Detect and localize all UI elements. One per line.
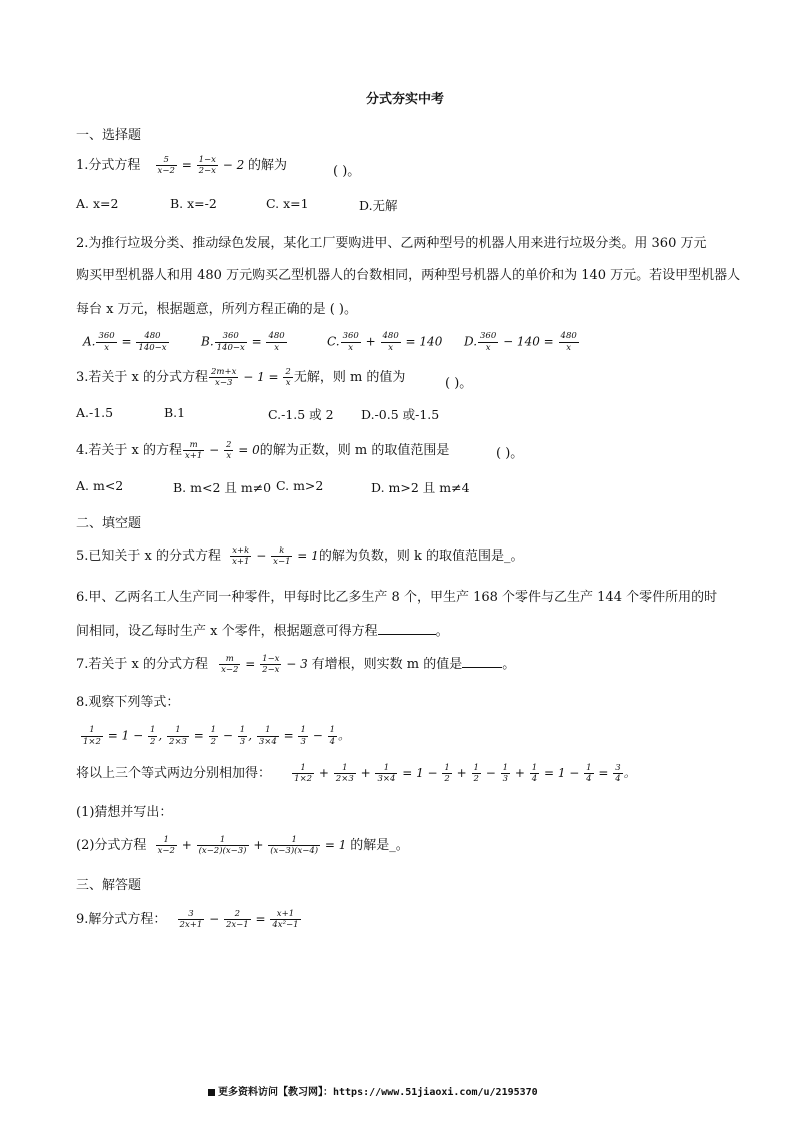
question-5 [76,545,523,567]
q5-suffix: 的解为负数，则 k 的取值范围是_。 [318,549,524,564]
q4-equation: $\frac{m}{x+1}$ − $\frac{2}{x}$ = 0 [185,439,260,461]
q8-intro: 8.观察下列等式： [76,695,180,710]
q3-suffix: 无解，则 m 的值为 [293,370,406,385]
q8-sum-line [76,762,636,784]
q2-line-1: 2.为推行垃圾分类、推动绿色发展，某化工厂要购进甲、乙两种型号的机器人用来进行垃圾分类。用 360 万元 [76,236,707,251]
q9-prefix: 9.解分式方程： [76,912,167,927]
q1-option-c: C. x=1 [266,196,309,211]
flag-icon [208,1089,215,1096]
q4-option-d: D. m>2 且 m≠4 [371,480,470,495]
q4-option-c: C. m>2 [276,478,324,493]
question-1 [76,154,287,176]
q3-prefix: 3.若关于 x 的分式方程 [76,370,208,385]
q7-answer-blank[interactable] [462,666,502,668]
question-9 [76,908,302,930]
q2-option-a: A. $\frac{360}{x}$ = $\frac{480}{140-x}$ [83,331,167,353]
q1-suffix: 的解为 [248,158,288,173]
q1-option-a: A. x=2 [76,196,119,211]
q8-part2-suffix: 的解是_。 [350,838,409,853]
q5-prefix: 5.已知关于 x 的分式方程 [76,549,221,564]
q1-equation: $\frac{5}{x-2}$ = $\frac{1-x}{2-x}$ − 2 [157,154,249,176]
q3-option-a: A.-1.5 [76,405,114,420]
q7-equation: $\frac{m}{x-2}$ = $\frac{1-x}{2-x}$ − 3 [221,653,312,675]
q3-option-c: C.-1.5 或 2 [268,407,334,422]
q3-option-b: B.1 [164,405,186,420]
q4-prefix: 4.若关于 x 的方程 [76,443,182,458]
q3-option-d: D.-0.5 或-1.5 [361,407,440,422]
q1-option-d: D.无解 [359,198,398,213]
footer-link[interactable] [208,1083,538,1098]
q8-part-1: (1)猜想并写出： [76,805,173,820]
q8-add-text: 将以上三个等式两边分别相加得： [76,766,272,781]
q7-prefix: 7.若关于 x 的分式方程 [76,657,208,672]
q4-answer-paren: ( )。 [496,446,524,461]
q9-equation: $\frac{3}{2x+1}$ − $\frac{2}{2x-1}$ = $\frac{x+1}{\text{4x²−1}}$ [179,908,299,930]
q6-line-1: 6.甲、乙两名工人生产同一种零件，甲每时比乙多生产 8 个，甲生产 168 个零件与乙生产 144 个零件所用的时 [76,590,718,605]
q6-line-2: 间相同，设乙每时生产 x 个零件，根据题意可得方程 。 [76,624,449,639]
q4-option-b: B. m<2 且 m≠0 [173,480,272,495]
page-title: 分式夯实中考 [366,92,445,107]
q6-answer-blank[interactable] [378,633,436,635]
question-4 [76,439,449,461]
q7-suffix: 有增根，则实数 m 的值是 [311,657,463,672]
q1-answer-paren: ( )。 [333,164,361,179]
q2-option-d: D. $\frac{360}{x}$ − 140 = $\frac{480}{x}$ [464,331,577,353]
q8-part2-equation: $\frac{1}{x-2}$ + $\frac{1}{(x-2)(x-3)}$ + $\frac{1}{(x-3)(x-4)}$ = 1 [157,834,351,856]
footer-text: 更多资料访问【教习网】：https://www.51jiaoxi.com/u/2195370 [218,1087,538,1098]
q2-option-c: C. $\frac{360}{x}$ + $\frac{480}{x}$ = 140 [327,331,443,353]
q4-option-a: A. m<2 [76,478,124,493]
q3-equation: $\frac{2m+x}{x-3}$ − 1 = $\frac{2}{x}$ [211,366,291,388]
q8-part2-prefix: (2)分式方程 [76,838,147,853]
q1-option-b: B. x=-2 [170,196,217,211]
q4-suffix: 的解为正数，则 m 的取值范围是 [259,443,450,458]
q8-equations: $\frac{1}{1\times 2}$ = 1 − $\frac{1}{2}$ , $\frac{1}{2\times 3}$ = $\frac{1}{2}$ − $\frac{1}{3}$ , $\frac{1}{3\times 4}$ = $\frac{1}{3}$ − $\frac{1}{4}$ 。 [83,725,351,747]
section-heading-choice: 一、选择题 [76,128,142,143]
q2-line-2: 购买甲型机器人和用 480 万元购买乙型机器人的台数相同，两种型号机器人的单价和为 140 万元。若设甲型机器人 [76,268,741,283]
question-7: 7.若关于 x 的分式方程 $\frac{m}{x-2}$ = $\frac{1-x}{2-x}$ − 3 有增根，则实数 m 的值是 。 [76,653,516,675]
q8-sum-equation: $\frac{1}{1\times 2}$ + $\frac{1}{2\times 3}$ + $\frac{1}{3\times 4}$ = 1 − $\frac{1}{2}$ + $\frac{1}{2}$ − $\frac{1}{3}$ + $\frac{1}{4}$ = 1 − $\frac{1}{4}$ = $\frac{3}{4}$ 。 [294,762,636,784]
q3-answer-paren: ( )。 [445,376,473,391]
q2-option-b: B. $\frac{360}{140-x}$ = $\frac{480}{x}$ [201,331,285,353]
section-heading-fill: 二、填空题 [76,516,142,531]
q8-part-2 [76,834,409,856]
q2-line-3: 每台 x 万元，根据题意，所列方程正确的是 ( )。 [76,302,358,317]
question-3 [76,366,405,388]
q5-equation: $\frac{x+k}{x+1}$ − $\frac{k}{x-1}$ = 1 [232,545,319,567]
section-heading-solve: 三、解答题 [76,878,142,893]
q1-prefix: 1.分式方程 [76,158,141,173]
